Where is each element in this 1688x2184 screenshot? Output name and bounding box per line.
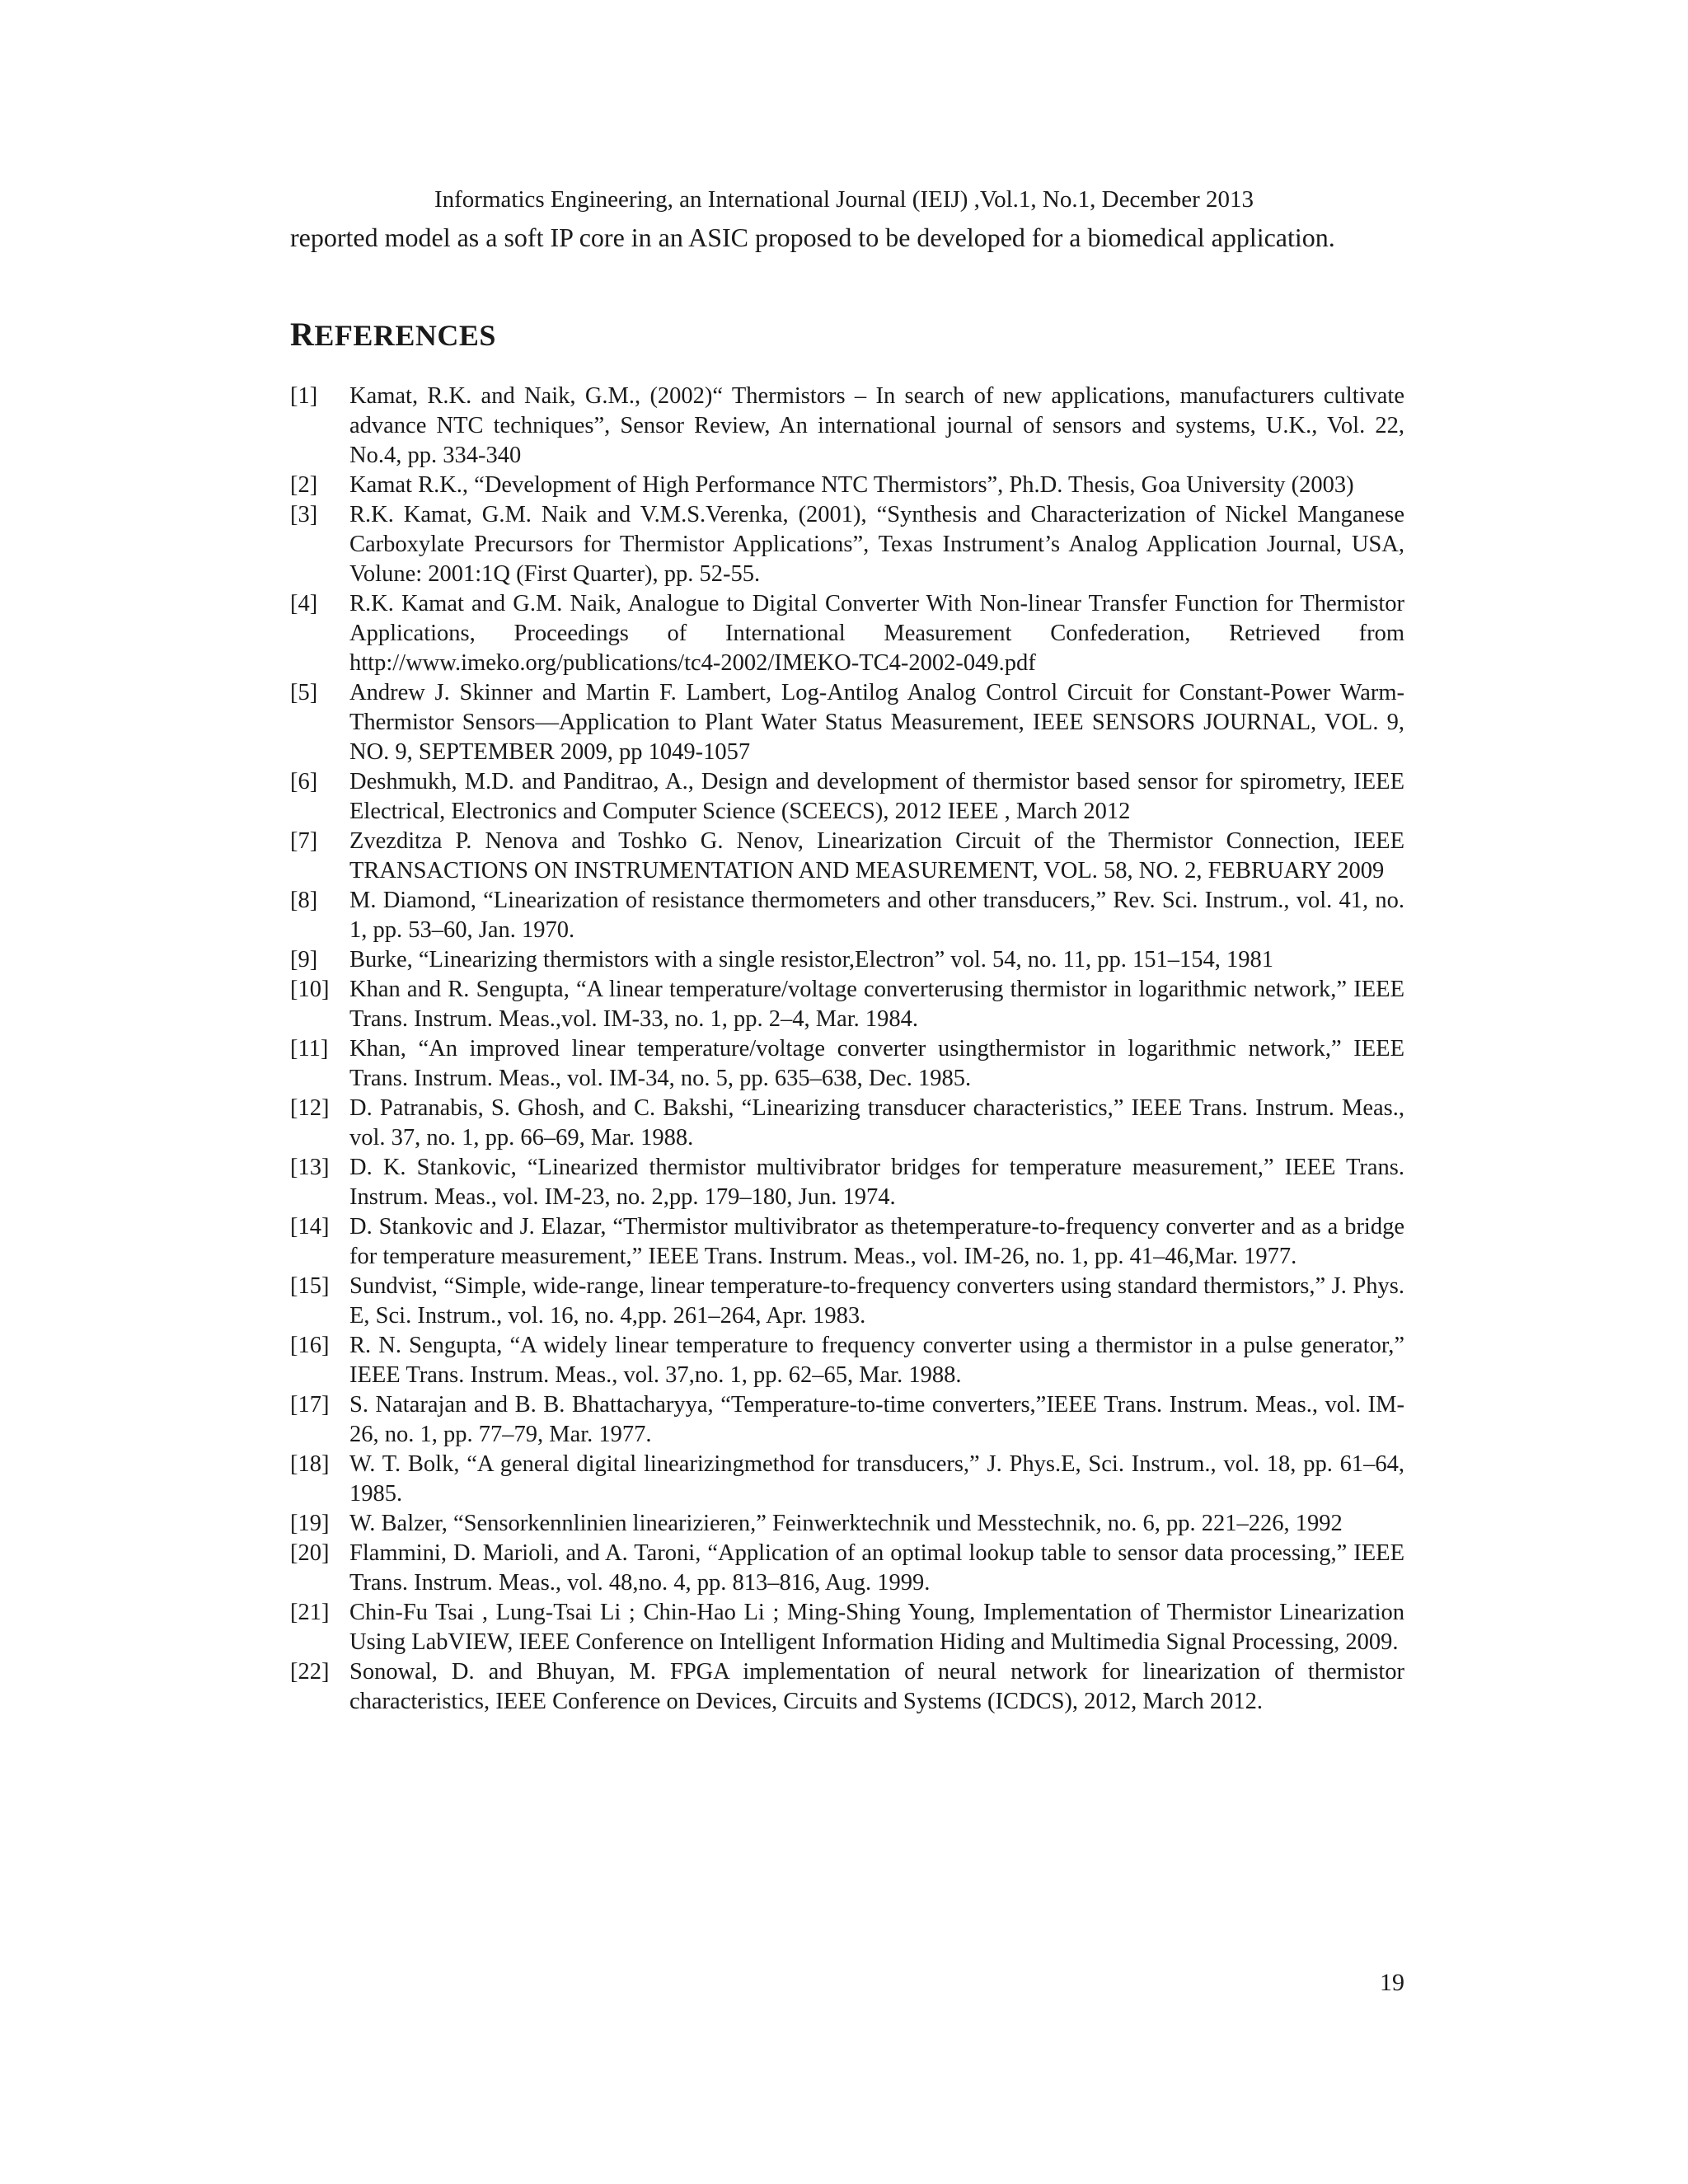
reference-text: M. Diamond, “Linearization of resistance thermometers and other transducers,” Rev. Sci. Instrum., vol. 41, no. 1, pp. 53–60, Jan. 1970. xyxy=(349,888,1404,943)
reference-item-6 xyxy=(290,767,1404,827)
reference-item-4 xyxy=(290,589,1404,678)
reference-item-3 xyxy=(290,500,1404,589)
reference-number: [16] xyxy=(290,1333,330,1358)
page-number: 19 xyxy=(1380,1969,1404,1996)
reference-number: [12] xyxy=(290,1095,330,1121)
reference-item-18 xyxy=(290,1450,1404,1509)
reference-item-10 xyxy=(290,975,1404,1034)
reference-number: [20] xyxy=(290,1540,330,1566)
reference-number: [2] xyxy=(290,472,318,498)
reference-item-14 xyxy=(290,1212,1404,1272)
reference-text: Kamat R.K., “Development of High Performance NTC Thermistors”, Ph.D. Thesis, Goa University (2003) xyxy=(349,472,1354,498)
references-heading xyxy=(290,316,496,354)
reference-text: Chin-Fu Tsai , Lung-Tsai Li ; Chin-Hao Li ; Ming-Shing Young, Implementation of Thermistor Linearization Using LabVIEW, IEEE Conference on Intelligent Information Hiding and Multimedia Signal Processing, 2009. xyxy=(349,1600,1404,1655)
reference-text: Deshmukh, M.D. and Panditrao, A., Design and development of thermistor based sensor for spirometry, IEEE Electrical, Electronics and Computer Science (SCEECS), 2012 IEEE , March 2012 xyxy=(349,769,1404,824)
reference-number: [1] xyxy=(290,383,318,409)
reference-number: [11] xyxy=(290,1036,329,1062)
reference-number: [22] xyxy=(290,1659,330,1685)
reference-text: Flammini, D. Marioli, and A. Taroni, “Application of an optimal lookup table to sensor data processing,” IEEE Trans. Instrum. Meas., vol. 48,no. 4, pp. 813–816, Aug. 1999. xyxy=(349,1540,1404,1596)
references-heading-initial: R xyxy=(290,316,315,353)
reference-text: D. Patranabis, S. Ghosh, and C. Bakshi, “Linearizing transducer characteristics,” IEEE Trans. Instrum. Meas., vol. 37, no. 1, pp. 66–69, Mar. 1988. xyxy=(349,1095,1404,1151)
reference-item-16 xyxy=(290,1331,1404,1390)
reference-text: R. N. Sengupta, “A widely linear temperature to frequency converter using a thermistor in a pulse generator,” IEEE Trans. Instrum. Meas., vol. 37,no. 1, pp. 62–65, Mar. 1988. xyxy=(349,1333,1404,1388)
reference-number: [19] xyxy=(290,1511,330,1536)
running-header: Informatics Engineering, an International Journal (IEIJ) ,Vol.1, No.1, December 2013 xyxy=(434,186,1254,213)
reference-text: Khan, “An improved linear temperature/voltage converter usingthermistor in logarithmic network,” IEEE Trans. Instrum. Meas., vol. IM-34, no. 5, pp. 635–638, Dec. 1985. xyxy=(349,1036,1404,1091)
reference-number: [8] xyxy=(290,888,318,913)
reference-item-13 xyxy=(290,1153,1404,1212)
reference-number: [6] xyxy=(290,769,318,794)
reference-item-8 xyxy=(290,886,1404,945)
reference-item-7 xyxy=(290,827,1404,886)
reference-item-2 xyxy=(290,471,1404,500)
reference-item-15 xyxy=(290,1272,1404,1331)
reference-number: [7] xyxy=(290,828,318,854)
reference-number: [4] xyxy=(290,591,318,616)
reference-item-21 xyxy=(290,1598,1404,1657)
reference-text: Zvezditza P. Nenova and Toshko G. Nenov, Linearization Circuit of the Thermistor Connection, IEEE TRANSACTIONS ON INSTRUMENTATION AND MEASUREMENT, VOL. 58, NO. 2, FEBRUARY 2009 xyxy=(349,828,1404,883)
reference-text: Sundvist, “Simple, wide-range, linear temperature-to-frequency converters using standard thermistors,” J. Phys. E, Sci. Instrum., vol. 16, no. 4,pp. 261–264, Apr. 1983. xyxy=(349,1273,1404,1329)
reference-text: Sonowal, D. and Bhuyan, M. FPGA implementation of neural network for linearization of thermistor characteristics, IEEE Conference on Devices, Circuits and Systems (ICDCS), 2012, March 2012. xyxy=(349,1659,1404,1714)
reference-number: [5] xyxy=(290,680,318,705)
reference-number: [21] xyxy=(290,1600,330,1625)
references-heading-rest: EFERENCES xyxy=(314,319,496,352)
reference-item-17 xyxy=(290,1390,1404,1450)
reference-text: D. K. Stankovic, “Linearized thermistor multivibrator bridges for temperature measurement,” IEEE Trans. Instrum. Meas., vol. IM-23, no. 2,pp. 179–180, Jun. 1974. xyxy=(349,1155,1404,1210)
reference-text: R.K. Kamat, G.M. Naik and V.M.S.Verenka, (2001), “Synthesis and Characterization of Nickel Manganese Carboxylate Precursors for Thermistor Applications”, Texas Instrument’s Analog Application Journal, USA, Volune: 2001:1Q (First Quarter), pp. 52-55. xyxy=(349,502,1404,587)
reference-text: Kamat, R.K. and Naik, G.M., (2002)“ Thermistors – In search of new applications, manufacturers cultivate advance NTC techniques”, Sensor Review, An international journal of sensors and systems, U.K., Vol. 22, No.4, pp. 334-340 xyxy=(349,383,1404,468)
reference-number: [14] xyxy=(290,1214,330,1240)
reference-item-9 xyxy=(290,945,1404,975)
reference-list xyxy=(290,382,1404,1717)
reference-number: [10] xyxy=(290,977,330,1002)
reference-number: [9] xyxy=(290,947,318,972)
reference-text: S. Natarajan and B. B. Bhattacharyya, “Temperature-to-time converters,”IEEE Trans. Instrum. Meas., vol. IM-26, no. 1, pp. 77–79, Mar. 1977. xyxy=(349,1392,1404,1447)
reference-number: [15] xyxy=(290,1273,330,1299)
reference-text: Andrew J. Skinner and Martin F. Lambert, Log-Antilog Analog Control Circuit for Constant-Power Warm-Thermistor Sensors—Application to Plant Water Status Measurement, IEEE SENSORS JOURNAL, VOL. 9, NO. 9, SEPTEMBER 2009, pp 1049-1057 xyxy=(349,680,1404,765)
reference-text: D. Stankovic and J. Elazar, “Thermistor multivibrator as thetemperature-to-frequency converter and as a bridge for temperature measurement,” IEEE Trans. Instrum. Meas., vol. IM-26, no. 1, pp. 41–46,Mar. 1977. xyxy=(349,1214,1404,1269)
reference-number: [17] xyxy=(290,1392,330,1418)
reference-item-19 xyxy=(290,1509,1404,1539)
reference-text: Khan and R. Sengupta, “A linear temperature/voltage converterusing thermistor in logarithmic network,” IEEE Trans. Instrum. Meas.,vol. IM-33, no. 1, pp. 2–4, Mar. 1984. xyxy=(349,977,1404,1032)
reference-text: Burke, “Linearizing thermistors with a single resistor,Electron” vol. 54, no. 11, pp. 151–154, 1981 xyxy=(349,947,1273,972)
reference-item-20 xyxy=(290,1539,1404,1598)
reference-item-12 xyxy=(290,1094,1404,1153)
reference-number: [3] xyxy=(290,502,318,527)
body-paragraph: reported model as a soft IP core in an ASIC proposed to be developed for a biomedical application. xyxy=(290,223,1335,252)
reference-number: [18] xyxy=(290,1451,330,1477)
reference-number: [13] xyxy=(290,1155,330,1180)
reference-text: R.K. Kamat and G.M. Naik, Analogue to Digital Converter With Non-linear Transfer Function for Thermistor Applications, Proceedings of International Measurement Confederation, Retrieved from http://www.imeko.org/publications/tc4-2002/IMEKO-TC4-2002-049.pdf xyxy=(349,591,1404,676)
reference-item-5 xyxy=(290,678,1404,767)
reference-text: W. T. Bolk, “A general digital linearizingmethod for transducers,” J. Phys.E, Sci. Instrum., vol. 18, pp. 61–64, 1985. xyxy=(349,1451,1404,1507)
reference-item-11 xyxy=(290,1034,1404,1094)
reference-item-1 xyxy=(290,382,1404,471)
reference-item-22 xyxy=(290,1657,1404,1717)
reference-text: W. Balzer, “Sensorkennlinien linearizieren,” Feinwerktechnik und Messtechnik, no. 6, pp. 221–226, 1992 xyxy=(349,1511,1343,1536)
